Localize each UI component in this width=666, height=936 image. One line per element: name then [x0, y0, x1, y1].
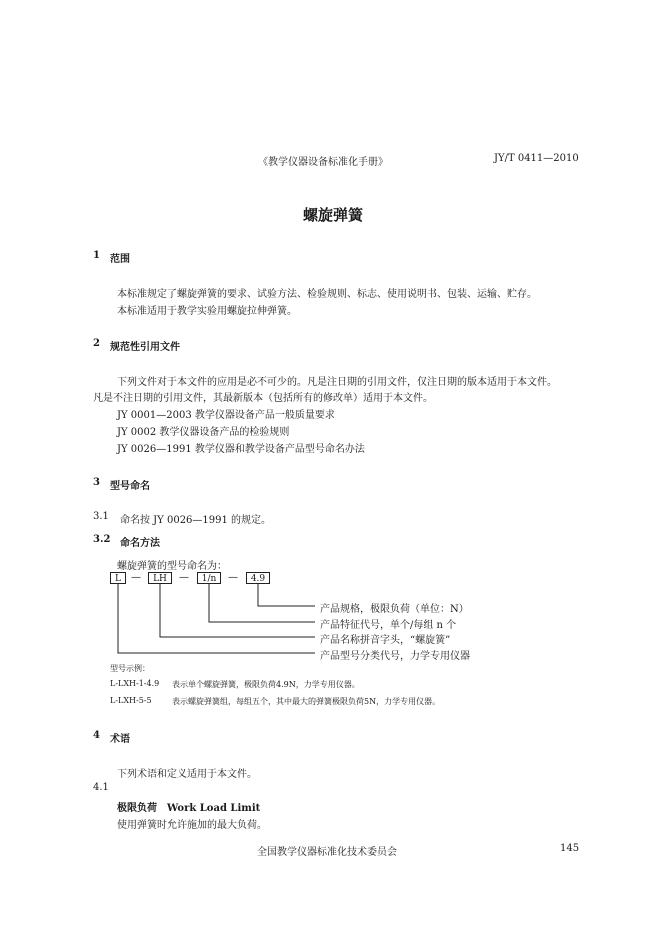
section-4-number: 4	[93, 730, 100, 741]
refs-intro-line-2: 凡是不注日期的引用文件，其最新版本（包括所有的修改单）适用于本文件。	[93, 393, 433, 404]
scope-paragraph-2: 本标准适用于教学实验用螺旋拉伸弹簧。	[117, 306, 297, 317]
legend-feature: 产品特征代号，单个/每组 n 个	[320, 620, 457, 631]
section-3-2-title: 命名方法	[120, 538, 160, 549]
section-3-number: 3	[93, 477, 100, 488]
standard-code: JY/T 0411—2010	[494, 153, 579, 164]
code-box-name: LH	[148, 572, 172, 584]
page-number: 145	[560, 843, 580, 854]
term-heading: 极限负荷 Work Load Limit	[117, 803, 261, 814]
examples-title: 型号示例：	[110, 664, 150, 673]
section-3-1-text: 命名按 JY 0026—1991 的规定。	[120, 515, 272, 526]
example-code: L-LXH-5-5	[110, 696, 152, 705]
section-1-title: 范围	[110, 254, 130, 265]
footer-committee: 全国教学仪器标准化技术委员会	[257, 847, 397, 858]
section-2-number: 2	[93, 338, 100, 349]
code-box-category: L	[110, 572, 126, 584]
reference-item: JY 0001—2003 教学仪器设备产品一般质量要求	[117, 410, 335, 421]
page-title: 螺旋弹簧	[302, 206, 363, 224]
refs-intro-line-1: 下列文件对于本文件的应用是必不可少的。凡是注日期的引用文件，仅注日期的版本适用于本文件。	[117, 377, 557, 388]
code-box-feature: 1/n	[197, 572, 221, 584]
example-description: 表示螺旋弹簧组，每组五个，其中最大的弹簧极限负荷5N，力学专用仪器。	[172, 697, 441, 706]
book-title: 《教学仪器设备标准化手册》	[258, 157, 388, 168]
section-3-title: 型号命名	[110, 481, 150, 492]
terms-intro: 下列术语和定义适用于本文件。	[117, 769, 257, 780]
section-3-1-number: 3.1	[93, 511, 109, 522]
section-2-title: 规范性引用文件	[110, 342, 180, 353]
code-separator: —	[131, 572, 141, 583]
example-description: 表示单个螺旋弹簧，极限负荷4.9N，力学专用仪器。	[172, 680, 360, 689]
naming-intro: 螺旋弹簧的型号命名为：	[117, 561, 227, 572]
legend-spec: 产品规格，极限负荷（单位：N）	[320, 604, 469, 615]
legend-name: 产品名称拼音字头，“螺旋簧”	[320, 635, 451, 646]
section-4-title: 术语	[110, 734, 130, 745]
code-separator: —	[179, 572, 189, 583]
section-4-1-number: 4.1	[93, 782, 109, 793]
example-code: L-LXH-1-4.9	[110, 679, 160, 688]
legend-category: 产品型号分类代号，力学专用仪器	[320, 651, 470, 662]
reference-item: JY 0002 教学仪器设备产品的检验规则	[117, 427, 290, 438]
section-1-number: 1	[93, 250, 100, 261]
scope-paragraph-1: 本标准规定了螺旋弹簧的要求、试验方法、检验规则、标志、使用说明书、包装、运输、贮存。	[117, 289, 537, 300]
code-box-spec: 4.9	[246, 572, 270, 584]
reference-item: JY 0026—1991 教学仪器和教学设备产品型号命名办法	[117, 444, 365, 455]
section-3-2-number: 3.2	[93, 534, 111, 545]
code-separator: —	[228, 572, 238, 583]
term-definition: 使用弹簧时允许施加的最大负荷。	[117, 820, 267, 831]
